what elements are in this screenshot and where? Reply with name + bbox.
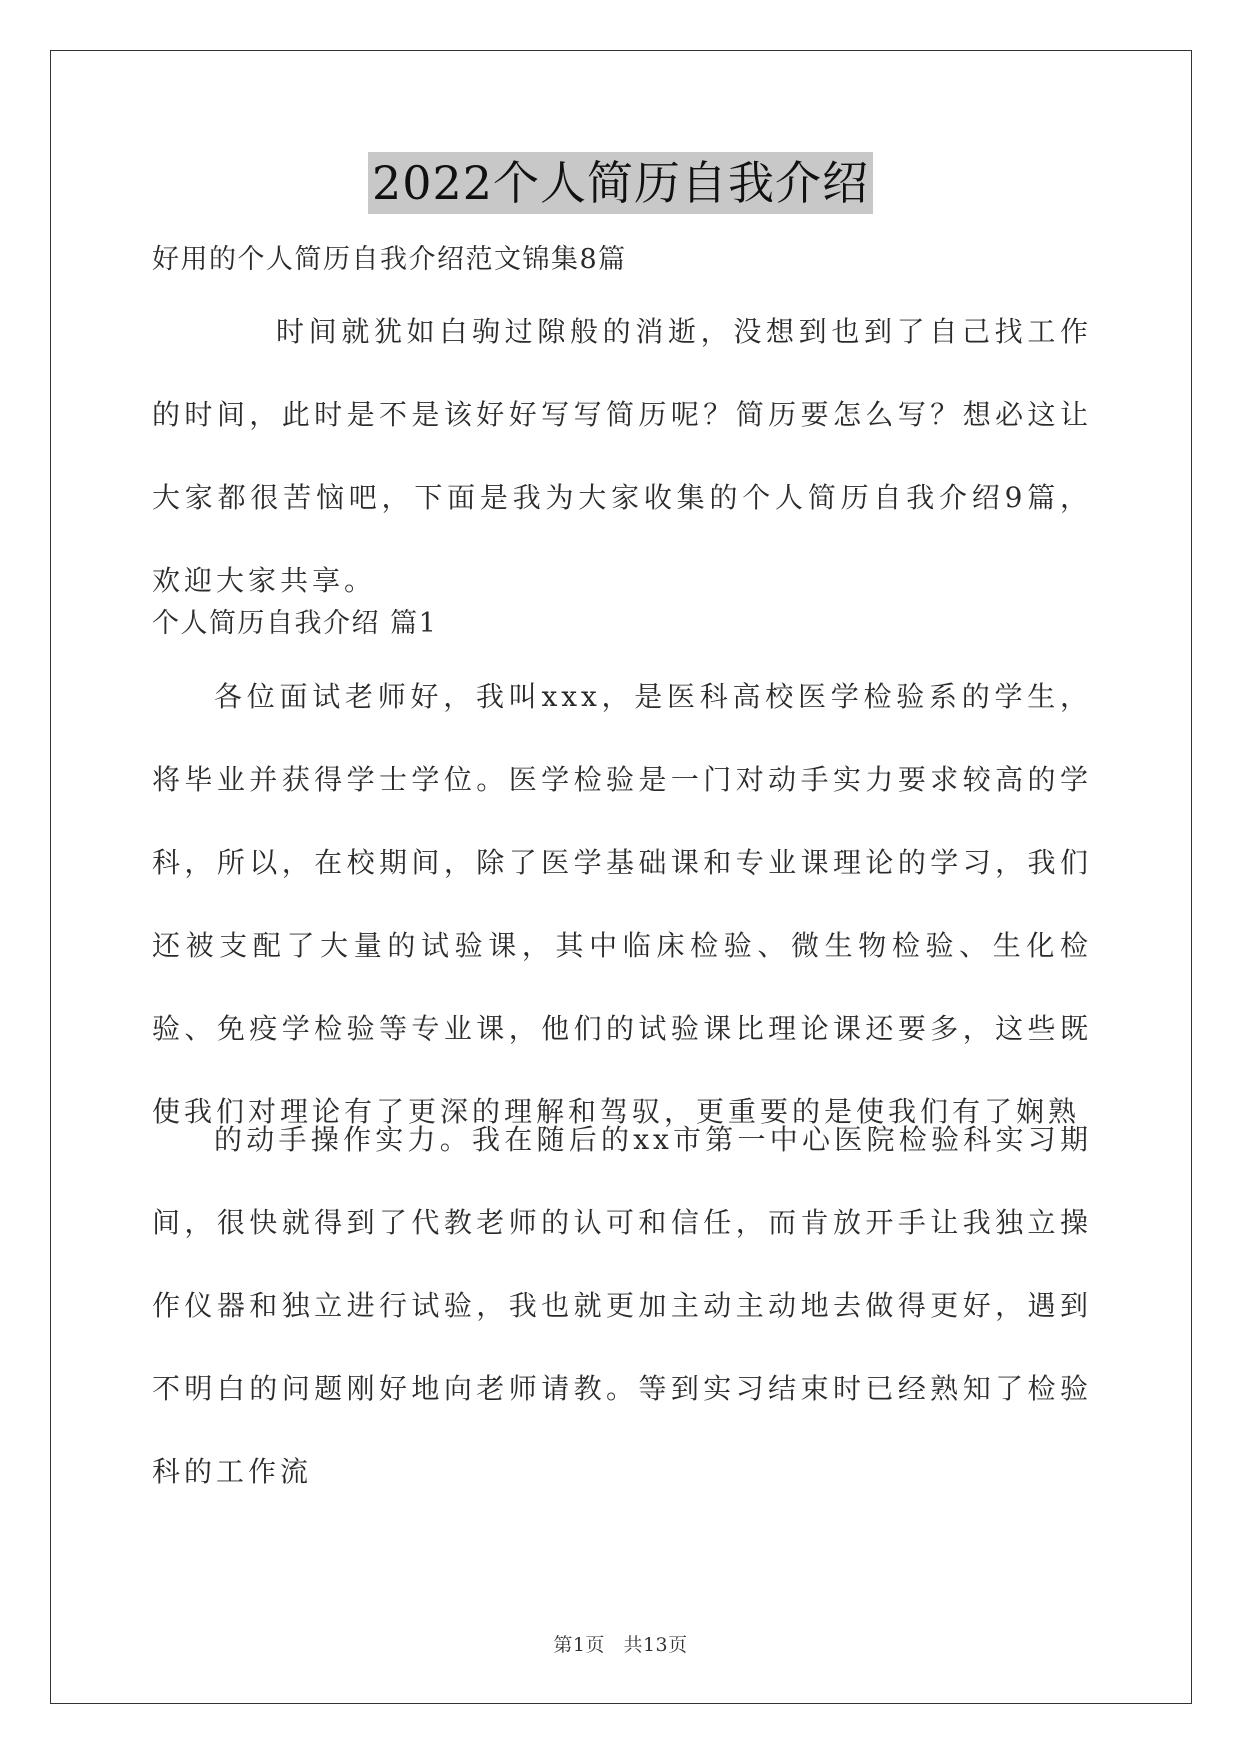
intro-paragraph: 时间就犹如白驹过隙般的消逝，没想到也到了自己找工作的时间，此时是不是该好好写写简历呢？简历要怎么写？想必这让大家都很苦恼吧，下面是我为大家收集的个人简历自我介绍9篇，欢迎大家共享。 [152, 315, 1092, 597]
page-footer [0, 1630, 1241, 1657]
page-number: 第1页 [553, 1634, 605, 1656]
body-paragraph-1: 各位面试老师好，我叫xxx，是医科高校医学检验系的学生，将毕业并获得学士学位。医学检验是一门对动手实力要求较高的学科，所以，在校期间，除了医学基础课和专业课理论的学习，我们还被支配了大量的试验课，其中临床检验、微生物检验、生化检验、免疫学检验等专业课，他们的试验课比理论课还要多，这些既使我们对理论有了更深的理解和驾驭，更重要的是使我们有了娴熟 [152, 680, 1092, 1128]
body-paragraph-2: 的动手操作实力。我在随后的xx市第一中心医院检验科实习期间，很快就得到了代教老师的认可和信任，而肯放开手让我独立操作仪器和独立进行试验，我也就更加主动主动地去做得更好，遇到不明白的问题刚好地向老师请教。等到实习结束时已经熟知了检验科的工作流 [152, 1123, 1092, 1488]
total-pages: 共13页 [623, 1634, 688, 1656]
title-container [0, 152, 1241, 214]
document-subtitle: 好用的个人简历自我介绍范文锦集8篇 [152, 244, 627, 275]
document-title: 2022个人简历自我介绍 [368, 152, 873, 214]
section-heading: 个人简历自我介绍 篇1 [152, 608, 438, 639]
